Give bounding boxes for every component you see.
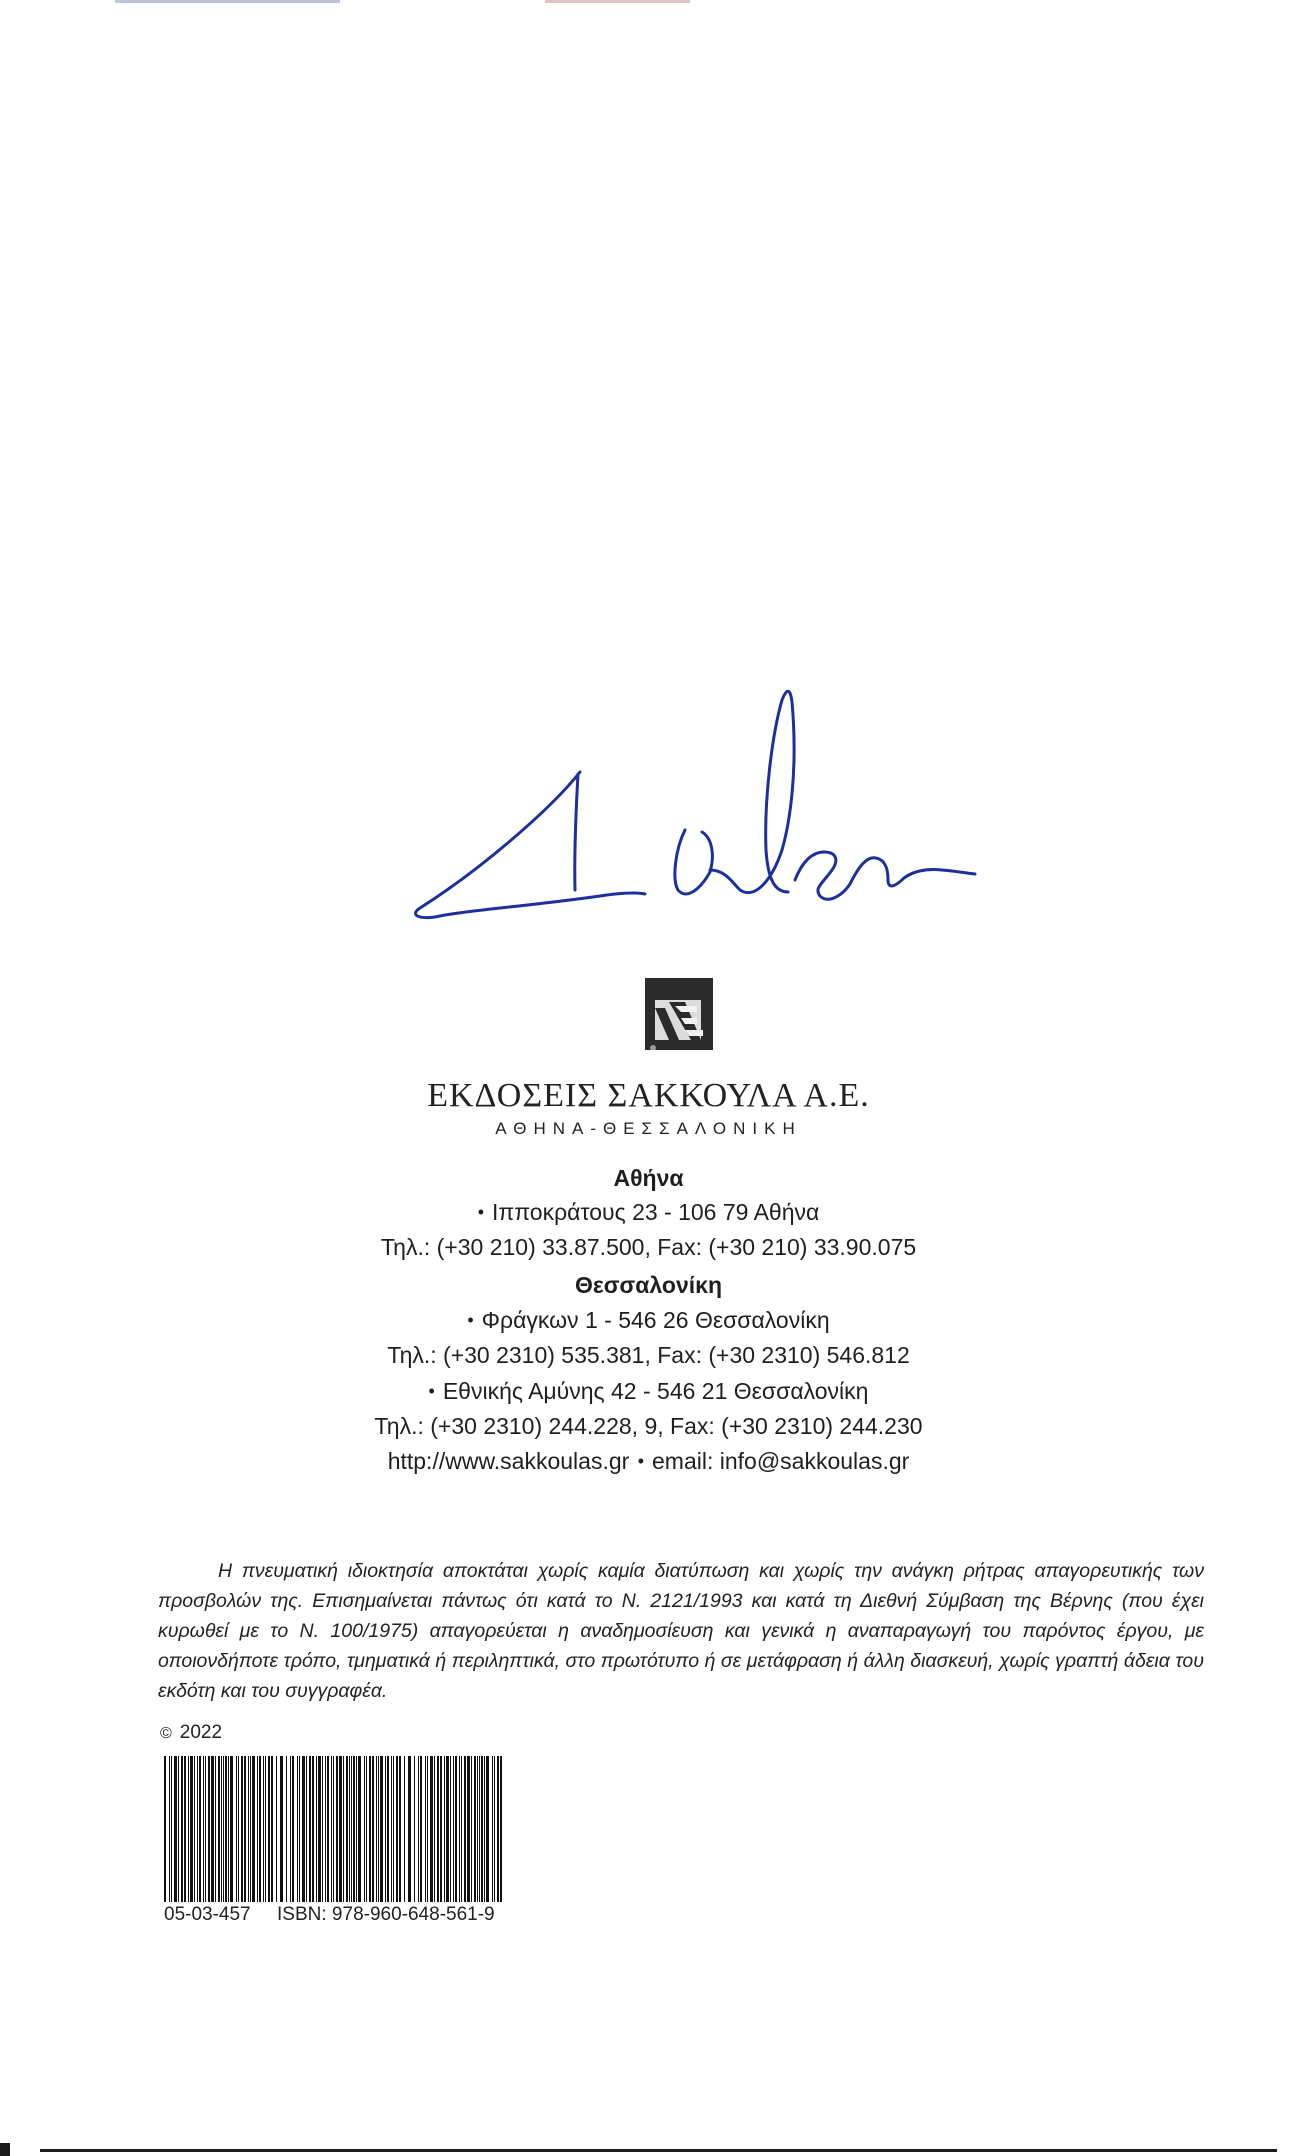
copyright-year-text: 2022 — [179, 1722, 223, 1743]
thessaloniki-phone-2: Τηλ.: (+30 2310) 244.228, 9, Fax: (+30 2310) 244.230 — [374, 1413, 923, 1439]
copyright-year — [160, 1722, 222, 1744]
athens-heading: Αθήνα — [613, 1165, 684, 1191]
contact-line — [0, 1447, 1297, 1475]
copyright-notice — [158, 1556, 1204, 1706]
thessaloniki-address-1 — [0, 1306, 1297, 1334]
code-line — [164, 1904, 495, 1926]
athens-address — [0, 1198, 1297, 1226]
athens-phone: Τηλ.: (+30 210) 33.87.500, Fax: (+30 210) 33.90.075 — [380, 1234, 917, 1260]
athens-address-text: Ιπποκράτους 23 - 106 79 Αθήνα — [492, 1199, 820, 1225]
isbn-code: ISBN: 978-960-648-561-9 — [277, 1904, 495, 1925]
thessaloniki-address-2 — [0, 1377, 1297, 1405]
handwritten-signature — [410, 650, 1000, 950]
publisher-logo — [645, 978, 713, 1050]
bullet-icon: • — [477, 1202, 484, 1222]
catalog-code: 05-03-457 — [164, 1904, 251, 1925]
bullet-icon: • — [467, 1310, 474, 1330]
isbn-barcode — [162, 1756, 508, 1902]
top-edge-mark — [545, 0, 690, 3]
email-link[interactable]: email: info@sakkoulas.gr — [652, 1448, 910, 1474]
bottom-edge-mark — [0, 2143, 10, 2156]
thessaloniki-heading: Θεσσαλονίκη — [574, 1272, 723, 1298]
copyright-notice-text: Η πνευματική ιδιοκτησία αποκτάται χωρίς καμία διατύπωση και χωρίς την ανάγκη ρήτρας απαγορευτικής των προσβολών της. Επισημαίνεται πάντως ότι κατά το Ν. 2121/1993 και κατά τη Διεθνή Σύμβαση της Βέρνης (που έχει κυρωθεί με το Ν. 100/1975) απαγορεύεται η αναδημοσίευση και γενικά η αναπαραγωγή του παρόντος έργου, με οποιονδήποτε τρόπο, τμηματικά ή περιληπτικά, στο πρωτότυπο ή σε μετάφραση ή άλλη διασκευή, χωρίς γραπτή άδεια του εκδότη και του συγγραφέα. — [158, 1560, 1204, 1702]
thessaloniki-address-2-text: Εθνικής Αμύνης 42 - 546 21 Θεσσαλονίκη — [442, 1378, 869, 1404]
thessaloniki-phone-1: Τηλ.: (+30 2310) 535.381, Fax: (+30 2310) 546.812 — [387, 1342, 910, 1368]
bottom-edge-mark — [40, 2149, 1277, 2152]
website-link[interactable]: http://www.sakkoulas.gr — [387, 1448, 630, 1474]
top-edge-mark — [115, 0, 340, 3]
bullet-icon: • — [428, 1381, 435, 1401]
bullet-icon: • — [637, 1451, 644, 1471]
copyright-icon: © — [160, 1725, 172, 1742]
publisher-cities: ΑΘΗΝΑ-ΘΕΣΣΑΛΟΝΙΚΗ — [495, 1119, 802, 1138]
publisher-name: ΕΚΔΟΣΕΙΣ ΣΑΚΚΟΥΛΑ Α.Ε. — [427, 1077, 870, 1114]
thessaloniki-address-1-text: Φράγκων 1 - 546 26 Θεσσαλονίκη — [481, 1307, 830, 1333]
